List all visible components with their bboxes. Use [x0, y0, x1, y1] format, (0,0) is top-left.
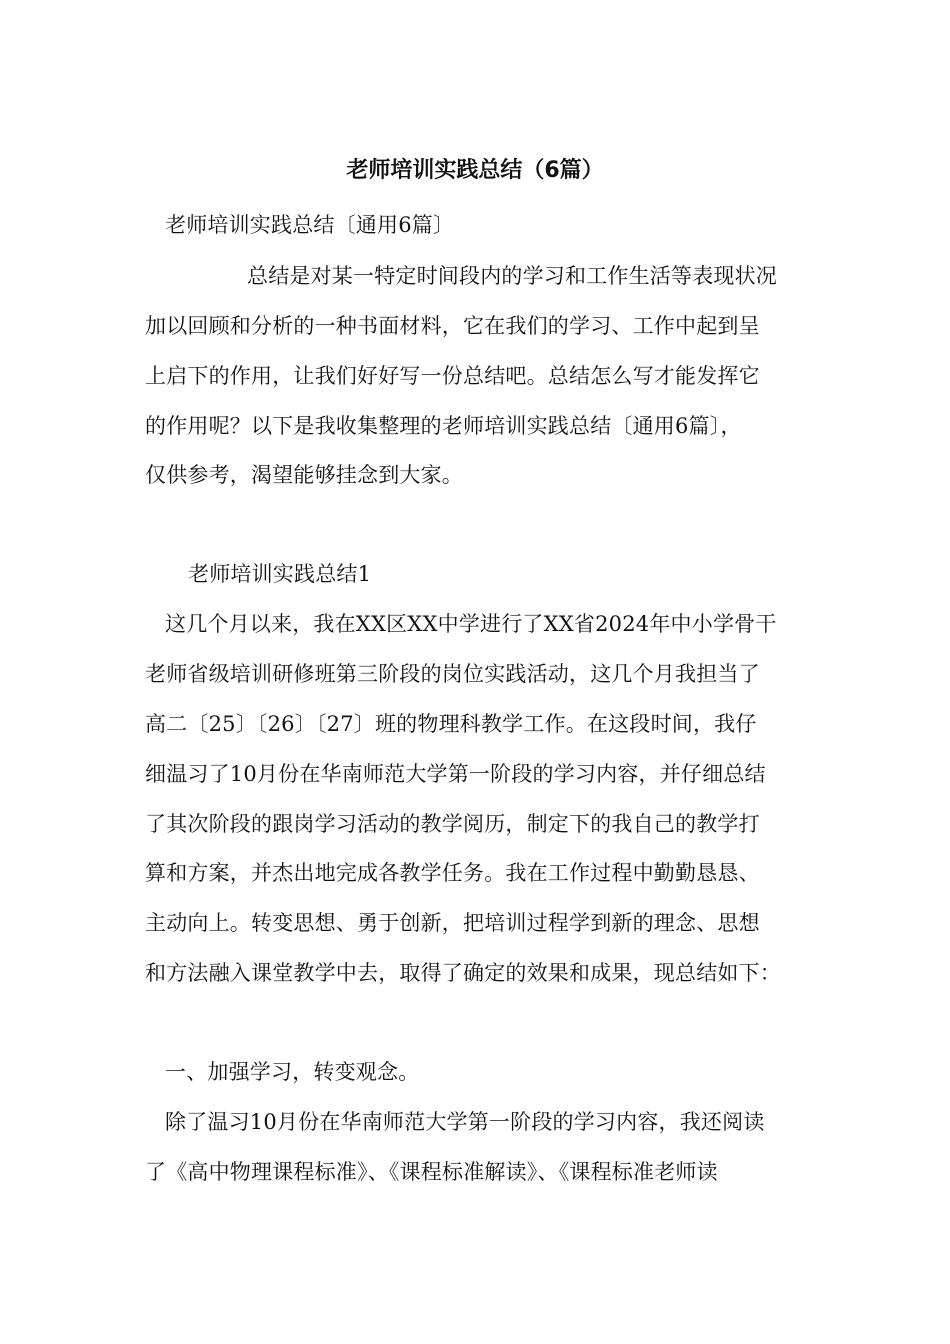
intro-line: 加以回顾和分析的一种书面材料，它在我们的学习、工作中起到呈	[145, 314, 760, 338]
paragraph-line: 了《高中物理课程标准》、《课程标准解读》、《课程标准老师读	[145, 1160, 718, 1184]
paragraph-line: 细温习了10月份在华南师范大学第一阶段的学习内容，并仔细总结	[145, 762, 766, 786]
paragraph-line: 高二〔25〕〔26〕〔27〕班的物理科教学工作。在这段时间，我仔	[145, 712, 757, 736]
intro-line: 上启下的作用，让我们好好写一份总结吧。总结怎么写才能发挥它	[145, 364, 760, 388]
intro-line: 仅供参考，渴望能够挂念到大家。	[145, 463, 463, 487]
document-title: 老师培训实践总结（6篇）	[346, 158, 604, 183]
intro-line: 总结是对某一特定时间段内的学习和工作生活等表现状况	[247, 264, 777, 288]
paragraph-line: 和方法融入课堂教学中去，取得了确定的效果和成果，现总结如下：	[145, 961, 781, 985]
paragraph-line: 了其次阶段的跟岗学习活动的教学阅历，制定下的我自己的教学打	[145, 812, 760, 836]
intro-line: 的作用呢？以下是我收集整理的老师培训实践总结〔通用6篇〕，	[145, 414, 742, 438]
paragraph-line: 除了温习10月份在华南师范大学第一阶段的学习内容，我还阅读	[165, 1110, 765, 1134]
point-heading: 一、加强学习，转变观念。	[165, 1060, 420, 1084]
section-heading: 老师培训实践总结1	[188, 562, 372, 586]
paragraph-line: 老师省级培训研修班第三阶段的岗位实践活动，这几个月我担当了	[145, 662, 760, 686]
paragraph-line: 算和方案，并杰出地完成各教学任务。我在工作过程中勤勤恳恳、	[145, 861, 760, 885]
paragraph-line: 这几个月以来，我在XX区XX中学进行了XX省2024年中小学骨干	[165, 612, 777, 636]
paragraph-line: 主动向上。转变思想、勇于创新，把培训过程学到新的理念、思想	[145, 911, 760, 935]
document-subtitle: 老师培训实践总结〔通用6篇〕	[165, 213, 455, 237]
